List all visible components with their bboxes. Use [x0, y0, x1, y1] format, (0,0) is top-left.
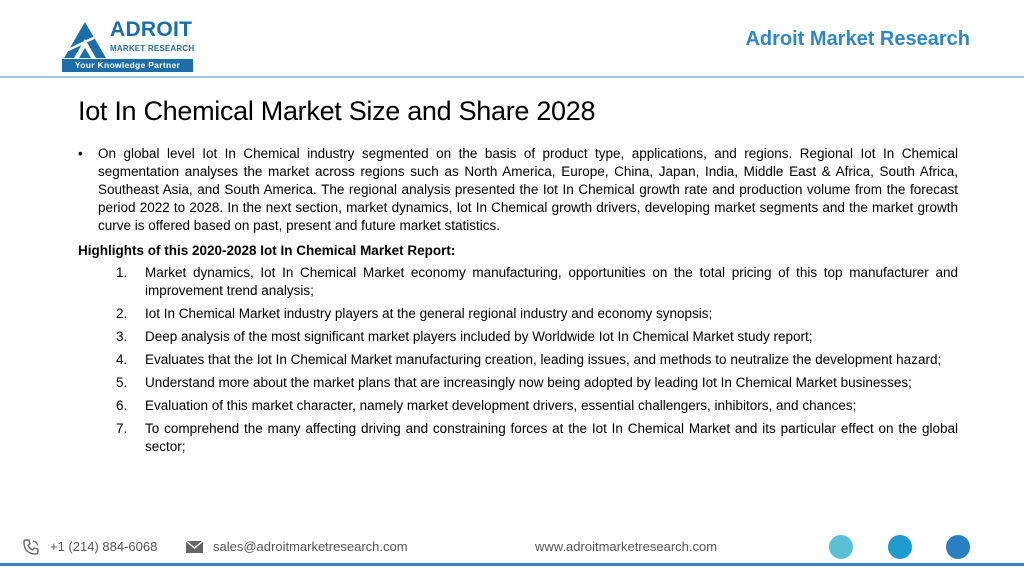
- logo-triangle-icon: [62, 20, 108, 60]
- list-item-number: 7.: [116, 421, 128, 436]
- list-item-text: Market dynamics, Iot In Chemical Market economy manufacturing, opportunities on the total pricing of this top manufacturer and improvement trend analysis;: [145, 265, 958, 298]
- list-item: [78, 397, 958, 415]
- list-item-text: To comprehend the many affecting driving and constraining forces at the Iot In Chemical Market and its particular effect on the global sector;: [145, 421, 958, 454]
- intro-bullet-text: On global level Iot In Chemical industry segmented on the basis of product type, applications, and regions. Regional Iot In Chemical segmentation analyses the market across regions such as North America, Europe, China, Japan, India, Middle East & Africa, South Africa, Southeast Asia, and South America. The regional analysis presented the Iot In Chemical growth rate and production volume from the forecast period 2022 to 2028. In the next section, market dynamics, Iot In Chemical growth drivers, developing market segments and the market growth curve is offered based on past, present and future market statistics.: [98, 146, 958, 233]
- list-item: [78, 305, 958, 323]
- phone-icon: [22, 538, 40, 556]
- bullet-icon: •: [78, 146, 83, 161]
- header-divider: [0, 76, 1024, 78]
- list-item: [78, 264, 958, 300]
- email-link[interactable]: sales@adroitmarketresearch.com: [213, 539, 408, 554]
- list-item-number: 1.: [116, 265, 128, 280]
- list-item-text: Evaluation of this market character, namely market development drivers, essential challengers, inhibitors, and chances;: [145, 398, 857, 413]
- logo-brand: ADROIT: [110, 18, 193, 41]
- slide-content: [78, 145, 958, 461]
- phone-link[interactable]: +1 (214) 884-6068: [50, 539, 158, 554]
- intro-bullet: [78, 145, 958, 235]
- list-item: [78, 374, 958, 392]
- list-item-text: Deep analysis of the most significant market players included by Worldwide Iot In Chemical Market study report;: [145, 329, 813, 344]
- logo-tagline: Your Knowledge Partner: [62, 59, 193, 72]
- decorative-dot-light: [829, 535, 853, 559]
- footer: [0, 533, 1024, 563]
- decorative-dot-dark: [946, 535, 970, 559]
- logo-subtitle: MARKET RESEARCH: [110, 44, 195, 53]
- list-item-number: 2.: [116, 306, 128, 321]
- list-item-text: Iot In Chemical Market industry players at the general regional industry and economy synopsis;: [145, 306, 713, 321]
- slide-title: Iot In Chemical Market Size and Share 2028: [78, 96, 596, 126]
- highlights-heading: Highlights of this 2020-2028 Iot In Chemical Market Report:: [78, 243, 456, 258]
- list-item: [78, 420, 958, 456]
- footer-divider: [0, 563, 1024, 566]
- list-item-number: 6.: [116, 398, 128, 413]
- website-link[interactable]: www.adroitmarketresearch.com: [535, 539, 718, 554]
- company-name: Adroit Market Research: [745, 28, 970, 50]
- mail-icon: [186, 541, 203, 553]
- adroit-logo: [62, 18, 196, 74]
- list-item-text: Evaluates that the Iot In Chemical Market manufacturing creation, leading issues, and methods to neutralize the development hazard;: [145, 352, 942, 367]
- list-item-text: Understand more about the market plans that are increasingly now being adopted by leading Iot In Chemical Market businesses;: [145, 375, 912, 390]
- decorative-dot-medium: [888, 535, 912, 559]
- highlights-list: [78, 264, 958, 456]
- list-item-number: 4.: [116, 352, 128, 367]
- list-item: [78, 351, 958, 369]
- list-item-number: 5.: [116, 375, 128, 390]
- list-item: [78, 328, 958, 346]
- list-item-number: 3.: [116, 329, 128, 344]
